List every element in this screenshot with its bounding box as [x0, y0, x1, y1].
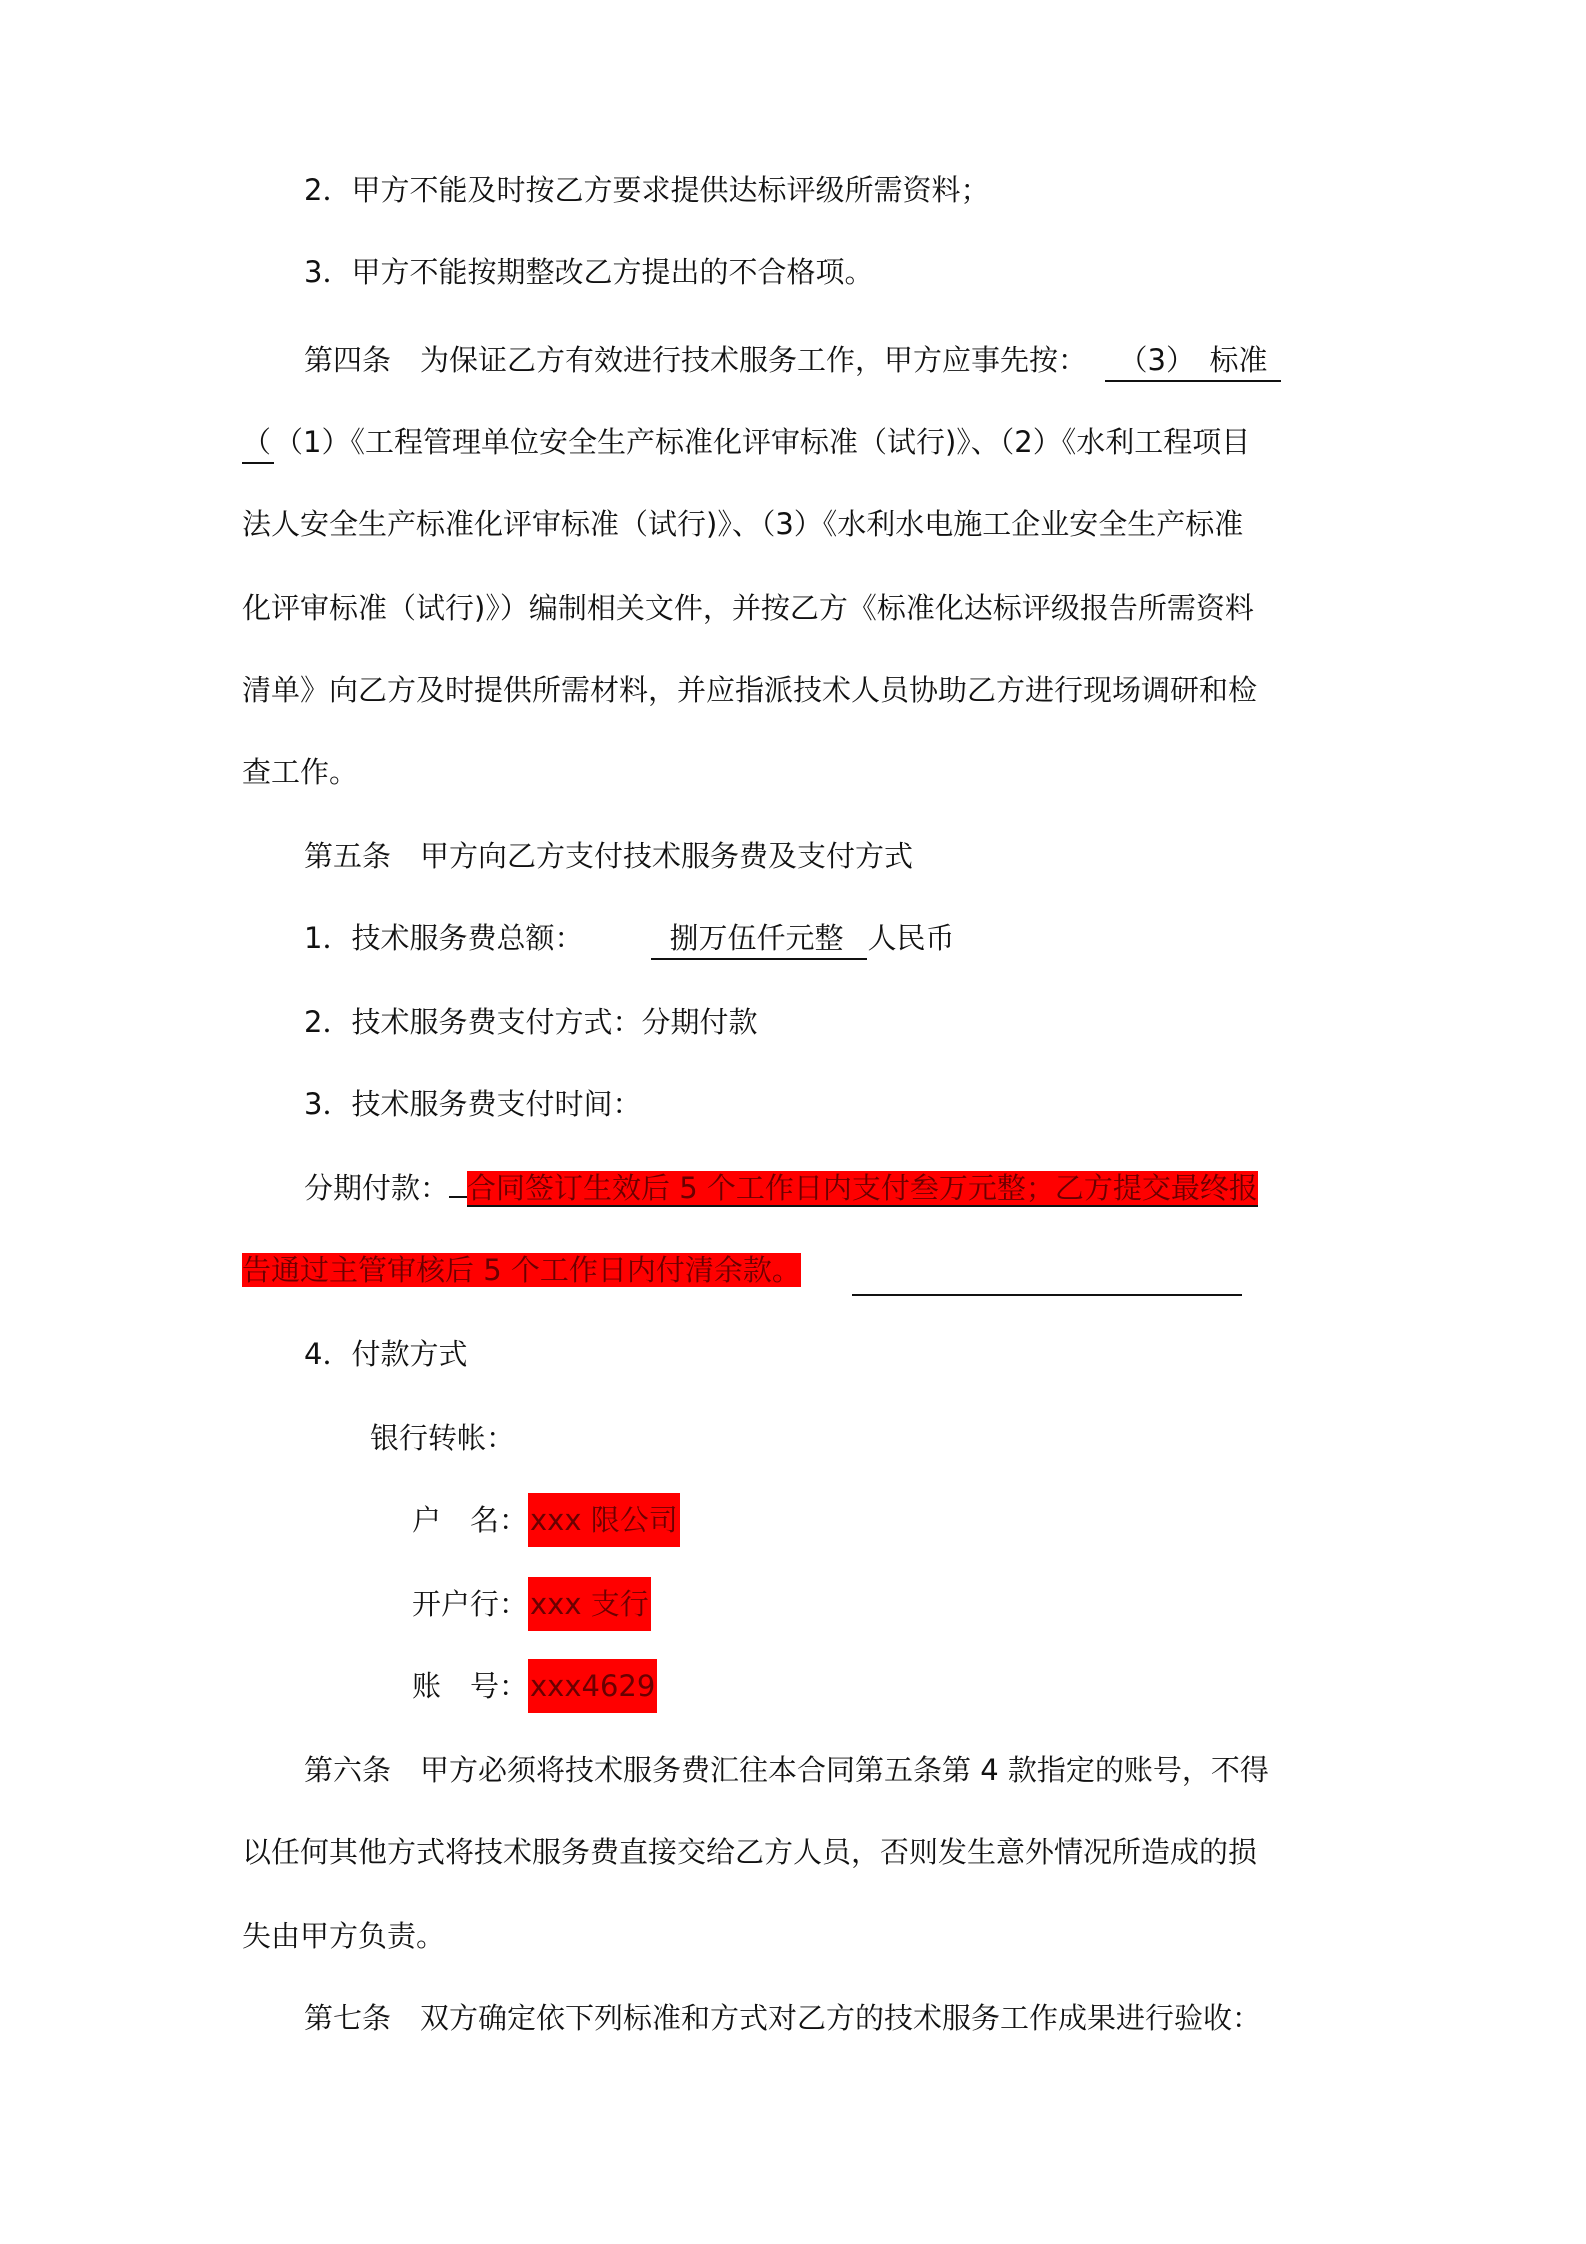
installment-term-2: 告通过主管审核后 5 个工作日内付清余款。	[242, 1253, 801, 1287]
article-6-line-3: 失由甲方负责。	[242, 1919, 446, 1953]
installment-underline	[852, 1294, 1242, 1296]
account-number-value: xxx4629	[528, 1659, 657, 1713]
article-4-line-3: 法人安全生产标准化评审标准（试行)》、（3）《水利水电施工企业安全生产标准	[242, 507, 1244, 541]
payment-method-heading: 4．付款方式	[304, 1337, 468, 1371]
bank-value: xxx 支行	[528, 1577, 651, 1631]
article-4-fill: （3） 标准	[1105, 340, 1281, 382]
bank-transfer-label: 银行转帐：	[370, 1421, 516, 1455]
installment-line-2	[242, 1250, 801, 1290]
account-number-line	[412, 1666, 657, 1713]
fee-total-value: 捌万伍仟元整	[651, 918, 867, 960]
article-5-title: 第五条 甲方向乙方支付技术服务费及支付方式	[304, 839, 914, 873]
account-name-line	[412, 1500, 680, 1547]
article-4-line-5: 清单》向乙方及时提供所需材料，并应指派技术人员协助乙方进行现场调研和检	[242, 673, 1258, 707]
fee-total-label: 1．技术服务费总额：	[304, 921, 584, 955]
account-name-label: 户 名：	[412, 1503, 529, 1537]
fee-time: 3．技术服务费支付时间：	[304, 1087, 642, 1121]
account-number-label: 账 号：	[412, 1669, 529, 1703]
article-4-line-1	[304, 340, 1281, 382]
installment-term-1: 合同签订生效后 5 个工作日内支付叁万元整；乙方提交最终报	[467, 1171, 1258, 1205]
article-4-lead: 第四条 为保证乙方有效进行技术服务工作，甲方应事先按：	[304, 343, 1088, 377]
bank-label: 开户行：	[412, 1587, 529, 1621]
installment-line-1	[304, 1168, 1258, 1208]
account-name-value: xxx 限公司	[528, 1493, 680, 1547]
article-4-fill-continued: （	[242, 422, 274, 464]
article-6-line-1: 第六条 甲方必须将技术服务费汇往本合同第五条第 4 款指定的账号，不得	[304, 1753, 1269, 1787]
fee-method: 2．技术服务费支付方式：分期付款	[304, 1005, 758, 1039]
article-7: 第七条 双方确定依下列标准和方式对乙方的技术服务工作成果进行验收：	[304, 2001, 1262, 2035]
fee-total-line	[304, 918, 954, 960]
article-6-line-2: 以任何其他方式将技术服务费直接交给乙方人员，否则发生意外情况所造成的损	[242, 1835, 1258, 1869]
installment-label: 分期付款：	[304, 1171, 450, 1205]
clause-item-2: 2．甲方不能及时按乙方要求提供达标评级所需资料；	[304, 173, 990, 207]
bank-line	[412, 1584, 651, 1631]
clause-item-3: 3．甲方不能按期整改乙方提出的不合格项。	[304, 255, 874, 289]
article-4-line-6: 查工作。	[242, 755, 359, 789]
fee-total-unit: 人民币	[867, 921, 955, 955]
article-4-line-4: 化评审标准（试行)》）编制相关文件，并按乙方《标准化达标评级报告所需资料	[242, 591, 1254, 625]
article-4-standards-1: （1）《工程管理单位安全生产标准化评审标准（试行)》、（2）《水利工程项目	[274, 425, 1251, 459]
article-4-line-2	[242, 422, 1250, 464]
